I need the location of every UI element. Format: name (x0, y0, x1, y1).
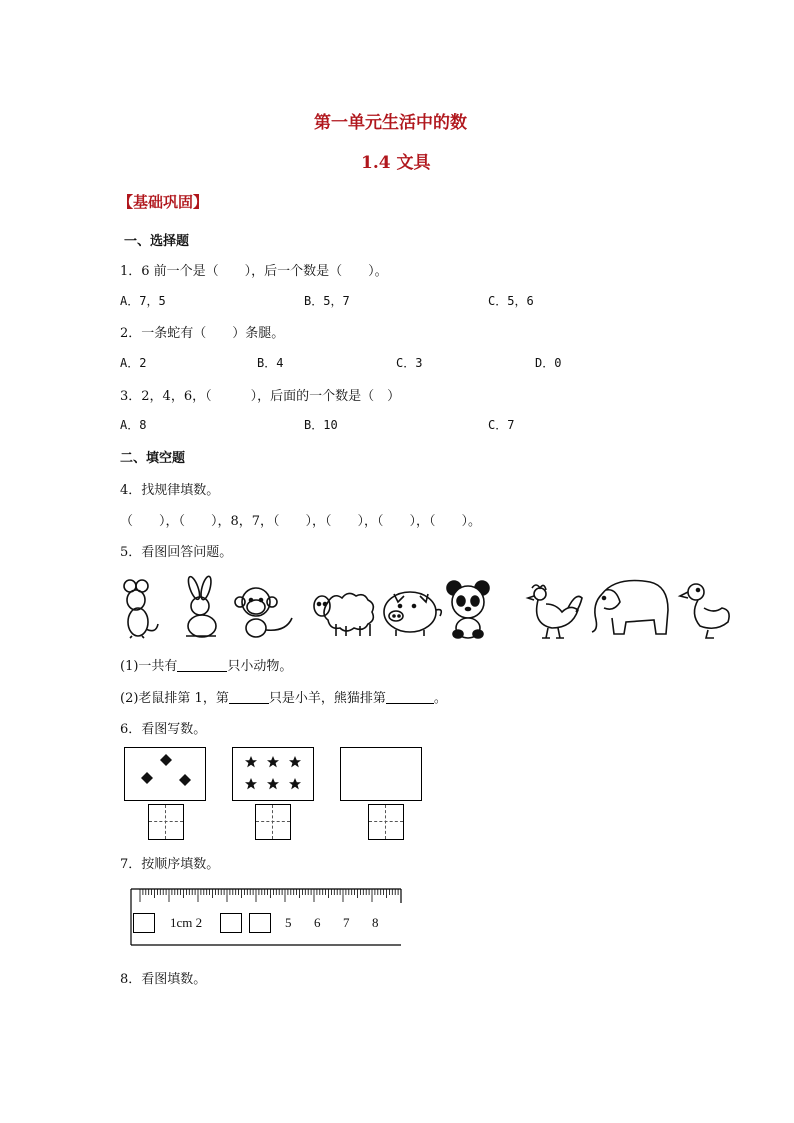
page-subtitle: 1.4 文具 (361, 153, 431, 173)
q5-sub2-text-a: (2)老鼠排第 1，第 (120, 691, 229, 706)
ruler-label-7: 7 (343, 915, 350, 930)
rabbit-icon (186, 575, 216, 637)
ruler-label-1cm-2: 1cm 2 (170, 915, 203, 930)
q5-sub1-text-a: (1)一共有 (120, 659, 178, 674)
ruler-label-5: 5 (285, 915, 292, 930)
star-icon (245, 756, 257, 767)
monkey-icon (235, 588, 292, 637)
q3-option-a[interactable]: A．8 (120, 418, 147, 432)
q3-option-b[interactable]: B．10 (304, 418, 338, 432)
q6-diamond-box (124, 747, 206, 801)
panda-icon (447, 581, 489, 638)
q2-option-a[interactable]: A．2 (120, 356, 147, 370)
q5-sub2-text-b: 只是小羊，熊猫排第 (268, 691, 386, 706)
question-1: 1．6 前一个是（ ），后一个数是（ ）。 (120, 264, 388, 279)
q6-answer-grid-1[interactable] (148, 804, 184, 840)
diamond-icon (179, 774, 191, 786)
q6-empty-box (340, 747, 422, 801)
question-3: 3．2，4，6，（ ），后面的一个数是（ ） (120, 389, 401, 404)
q6-star-box (232, 747, 314, 801)
q5-sub1-text-b: 只小动物。 (227, 659, 293, 674)
rooster-icon (528, 585, 582, 638)
ruler (130, 885, 402, 947)
elephant-icon (592, 581, 668, 635)
star-icon (267, 756, 279, 767)
star-icon (289, 756, 301, 767)
diamond-icon (160, 754, 172, 766)
question-2: 2．一条蛇有（ ）条腿。 (120, 326, 285, 341)
q6-answer-grid-3[interactable] (368, 804, 404, 840)
question-6: 6．看图写数。 (120, 722, 207, 737)
q5-sub2-blank-2[interactable] (386, 690, 434, 704)
star-icon (245, 778, 257, 789)
q2-option-d[interactable]: D．0 (535, 356, 562, 370)
duck-icon (680, 584, 729, 638)
page-title: 第一单元生活中的数 (314, 113, 467, 133)
diamond-shapes (125, 748, 205, 800)
q5-sub1 (120, 655, 292, 674)
ruler-label-8: 8 (372, 915, 379, 930)
ruler-blank-box-3[interactable] (249, 913, 271, 933)
q5-sub2-blank-1[interactable] (229, 690, 269, 704)
mouse-icon (124, 580, 158, 638)
q5-sub2 (120, 687, 447, 706)
star-shapes (233, 748, 313, 800)
question-4: 4．找规律填数。 (120, 483, 220, 498)
part2-title: 二、填空题 (120, 451, 186, 466)
q5-sub1-blank[interactable] (177, 658, 227, 672)
section-heading: 【基础巩固】 (118, 193, 209, 211)
sheep-icon (314, 593, 373, 636)
question-5: 5．看图回答问题。 (120, 545, 233, 560)
star-icon (289, 778, 301, 789)
q1-option-a[interactable]: A．7，5 (120, 294, 166, 308)
question-7: 7．按顺序填数。 (120, 857, 220, 872)
question-8: 8．看图填数。 (120, 972, 207, 987)
q6-answer-grid-2[interactable] (255, 804, 291, 840)
part1-title: 一、选择题 (124, 234, 190, 249)
star-icon (267, 778, 279, 789)
pig-icon (384, 592, 441, 636)
q4-sequence[interactable]: （ ），（ ），8，7，（ ），（ ），（ ），（ ）。 (120, 514, 482, 529)
q1-option-b[interactable]: B．5，7 (304, 294, 350, 308)
q1-option-c[interactable]: C．5，6 (488, 294, 534, 308)
q2-option-b[interactable]: B．4 (257, 356, 284, 370)
ruler-blank-box-2[interactable] (220, 913, 242, 933)
q3-option-c[interactable]: C．7 (488, 418, 515, 432)
animal-row (116, 574, 736, 644)
ruler-label-6: 6 (314, 915, 321, 930)
diamond-icon (141, 772, 153, 784)
q5-sub2-text-c: 。 (433, 691, 447, 706)
ruler-blank-box-1[interactable] (133, 913, 155, 933)
q2-option-c[interactable]: C．3 (396, 356, 423, 370)
